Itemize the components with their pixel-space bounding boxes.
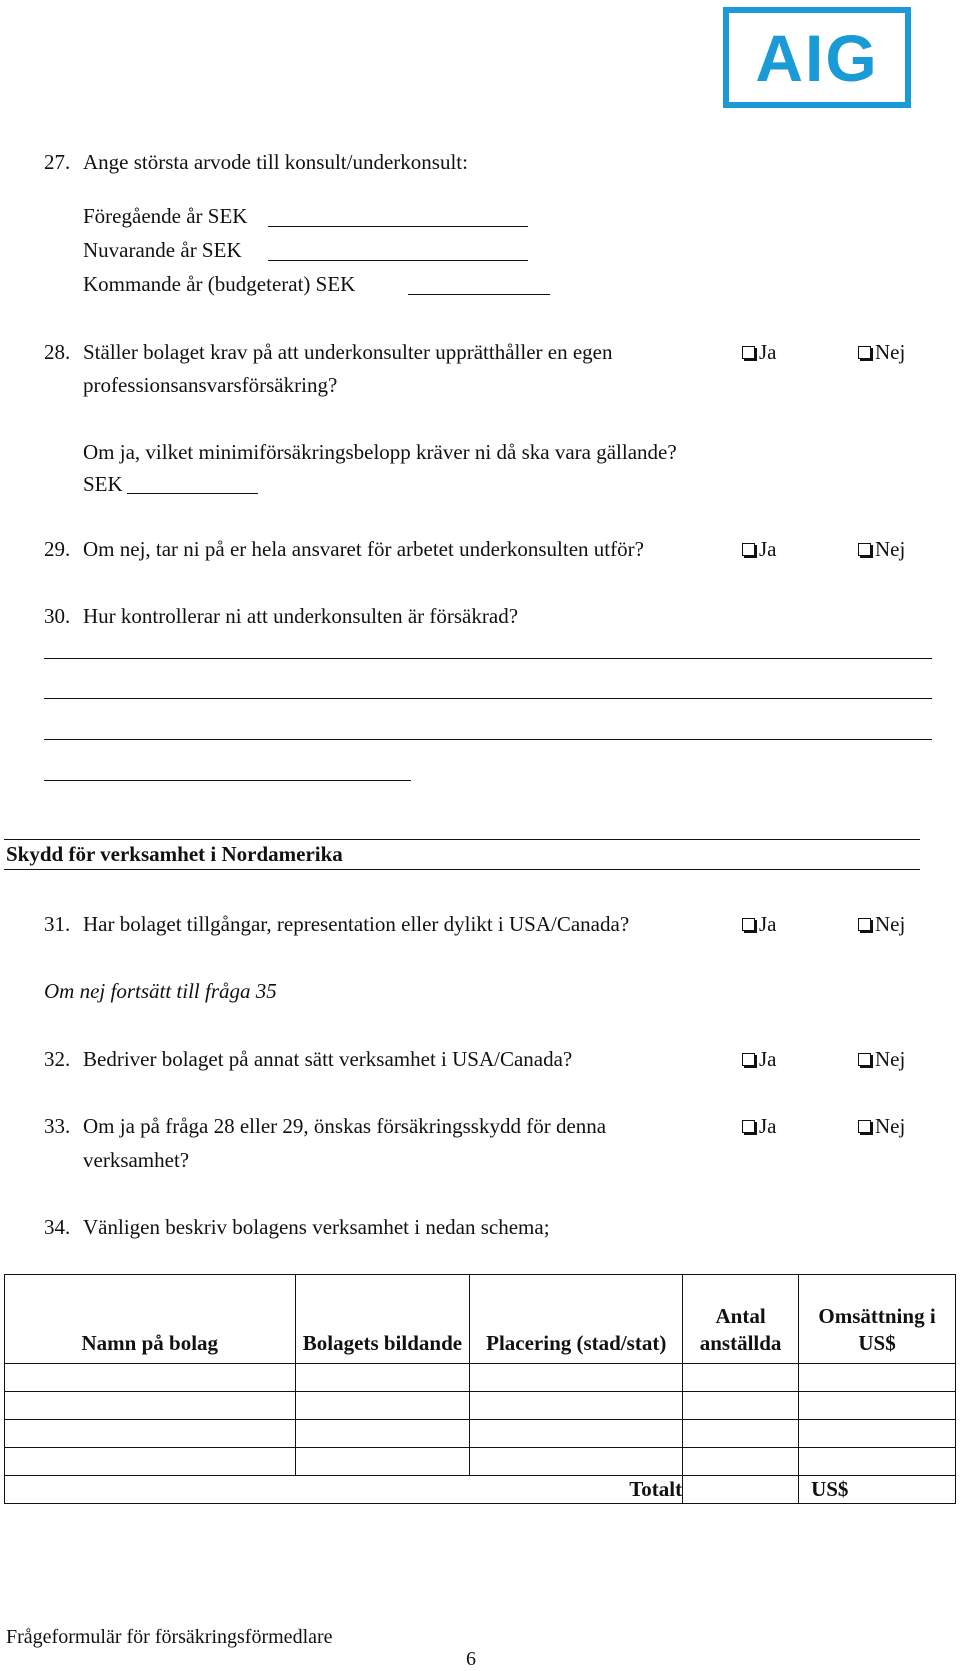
q30-number: 30. [44, 604, 71, 628]
table-cell[interactable] [295, 1420, 470, 1448]
checkbox-icon [858, 1053, 871, 1066]
table-row [5, 1448, 956, 1476]
q27-previous-year-field[interactable] [268, 226, 528, 227]
q28-number: 28. [44, 340, 71, 364]
table-row [5, 1364, 956, 1392]
total-employees-cell[interactable] [683, 1476, 799, 1504]
section-bottom-rule [4, 869, 920, 870]
table-cell[interactable] [799, 1364, 956, 1392]
table-cell[interactable] [5, 1448, 296, 1476]
yes-label: Ja [759, 912, 777, 936]
header-location: Placering (stad/stat) [470, 1275, 683, 1364]
table-cell[interactable] [683, 1448, 799, 1476]
q28-amount-field[interactable] [127, 493, 258, 494]
footer-title: Frågeformulär för försäkringsförmedlare [6, 1626, 333, 1648]
table-cell[interactable] [470, 1448, 683, 1476]
table-cell[interactable] [470, 1420, 683, 1448]
checkbox-icon [742, 1053, 755, 1066]
header-turnover: Omsättning i US$ [799, 1275, 956, 1364]
header-company-name: Namn på bolag [5, 1275, 296, 1364]
yes-label: Ja [759, 1047, 777, 1071]
q31-no-checkbox[interactable] [858, 912, 905, 937]
table-cell[interactable] [683, 1392, 799, 1420]
q33-text-line2: verksamhet? [83, 1148, 190, 1172]
no-label: Nej [875, 340, 906, 364]
logo-text: AIG [755, 20, 879, 95]
q32-yes-checkbox[interactable] [742, 1047, 777, 1072]
table-header-row [5, 1275, 956, 1364]
q33-yes-checkbox[interactable] [742, 1114, 777, 1139]
q28-followup: Om ja, vilket minimiförsäkringsbelopp kräver ni då ska vara gällande? [83, 440, 677, 464]
q28-text-line1: Ställer bolaget krav på att underkonsulter upprätthåller en egen [83, 340, 613, 364]
table-cell[interactable] [295, 1364, 470, 1392]
checkbox-icon [742, 1120, 755, 1133]
no-label: Nej [875, 1047, 906, 1071]
table-cell[interactable] [799, 1448, 956, 1476]
q33-no-checkbox[interactable] [858, 1114, 905, 1139]
table-cell[interactable] [470, 1364, 683, 1392]
q28-text-line2: professionsansvarsförsäkring? [83, 373, 338, 397]
checkbox-icon [858, 918, 871, 931]
no-label: Nej [875, 537, 906, 561]
table-cell[interactable] [295, 1448, 470, 1476]
q31-number: 31. [44, 912, 71, 936]
q27-line-previous-year: Föregående år SEK [83, 204, 248, 228]
q29-text: Om nej, tar ni på er hela ansvaret för arbetet underkonsulten utför? [83, 537, 644, 561]
table-cell[interactable] [295, 1392, 470, 1420]
yes-label: Ja [759, 340, 777, 364]
header-formation: Bolagets bildande [295, 1275, 470, 1364]
q28-no-checkbox[interactable] [858, 340, 905, 365]
yes-label: Ja [759, 537, 777, 561]
q29-number: 29. [44, 537, 71, 561]
checkbox-icon [742, 918, 755, 931]
q30-answer-line-4[interactable] [44, 780, 411, 781]
q28-sek-label: SEK [83, 472, 123, 496]
company-schedule-table [4, 1274, 956, 1504]
table-cell[interactable] [683, 1420, 799, 1448]
total-label: Totalt [5, 1476, 683, 1504]
section-top-rule [4, 839, 920, 840]
q27-line-current-year: Nuvarande år SEK [83, 238, 242, 262]
q31-note: Om nej fortsätt till fråga 35 [44, 979, 277, 1003]
no-label: Nej [875, 1114, 906, 1138]
table-row [5, 1420, 956, 1448]
q27-next-year-field[interactable] [408, 294, 550, 295]
q32-no-checkbox[interactable] [858, 1047, 905, 1072]
q29-no-checkbox[interactable] [858, 537, 905, 562]
table-cell[interactable] [5, 1420, 296, 1448]
q27-number: 27. [44, 150, 71, 174]
table-row [5, 1392, 956, 1420]
checkbox-icon [742, 346, 755, 359]
q30-text: Hur kontrollerar ni att underkonsulten är försäkrad? [83, 604, 519, 628]
q30-answer-line-3[interactable] [44, 739, 932, 740]
aig-logo [723, 7, 911, 108]
no-label: Nej [875, 912, 906, 936]
q29-yes-checkbox[interactable] [742, 537, 777, 562]
table-cell[interactable] [5, 1392, 296, 1420]
checkbox-icon [742, 543, 755, 556]
page-number: 6 [466, 1648, 476, 1670]
q32-text: Bedriver bolaget på annat sätt verksamhet i USA/Canada? [83, 1047, 573, 1071]
q27-current-year-field[interactable] [268, 260, 528, 261]
header-employees: Antal anställda [683, 1275, 799, 1364]
q27-text: Ange största arvode till konsult/underkonsult: [83, 150, 468, 174]
q30-answer-line-1[interactable] [44, 658, 932, 659]
checkbox-icon [858, 346, 871, 359]
q34-number: 34. [44, 1215, 71, 1239]
section-title: Skydd för verksamhet i Nordamerika [6, 842, 343, 866]
q30-answer-line-2[interactable] [44, 698, 932, 699]
table-cell[interactable] [799, 1392, 956, 1420]
table-cell[interactable] [683, 1364, 799, 1392]
q31-text: Har bolaget tillgångar, representation eller dylikt i USA/Canada? [83, 912, 630, 936]
table-cell[interactable] [5, 1364, 296, 1392]
checkbox-icon [858, 543, 871, 556]
q33-text-line1: Om ja på fråga 28 eller 29, önskas försäkringsskydd för denna [83, 1114, 607, 1138]
table-total-row [5, 1476, 956, 1504]
table-cell[interactable] [799, 1420, 956, 1448]
q33-number: 33. [44, 1114, 71, 1138]
table-cell[interactable] [470, 1392, 683, 1420]
q31-yes-checkbox[interactable] [742, 912, 777, 937]
q27-line-next-year: Kommande år (budgeterat) SEK [83, 272, 356, 296]
q28-yes-checkbox[interactable] [742, 340, 777, 365]
q32-number: 32. [44, 1047, 71, 1071]
q34-text: Vänligen beskriv bolagens verksamhet i nedan schema; [83, 1215, 550, 1239]
yes-label: Ja [759, 1114, 777, 1138]
total-value: US$ [799, 1476, 956, 1504]
checkbox-icon [858, 1120, 871, 1133]
